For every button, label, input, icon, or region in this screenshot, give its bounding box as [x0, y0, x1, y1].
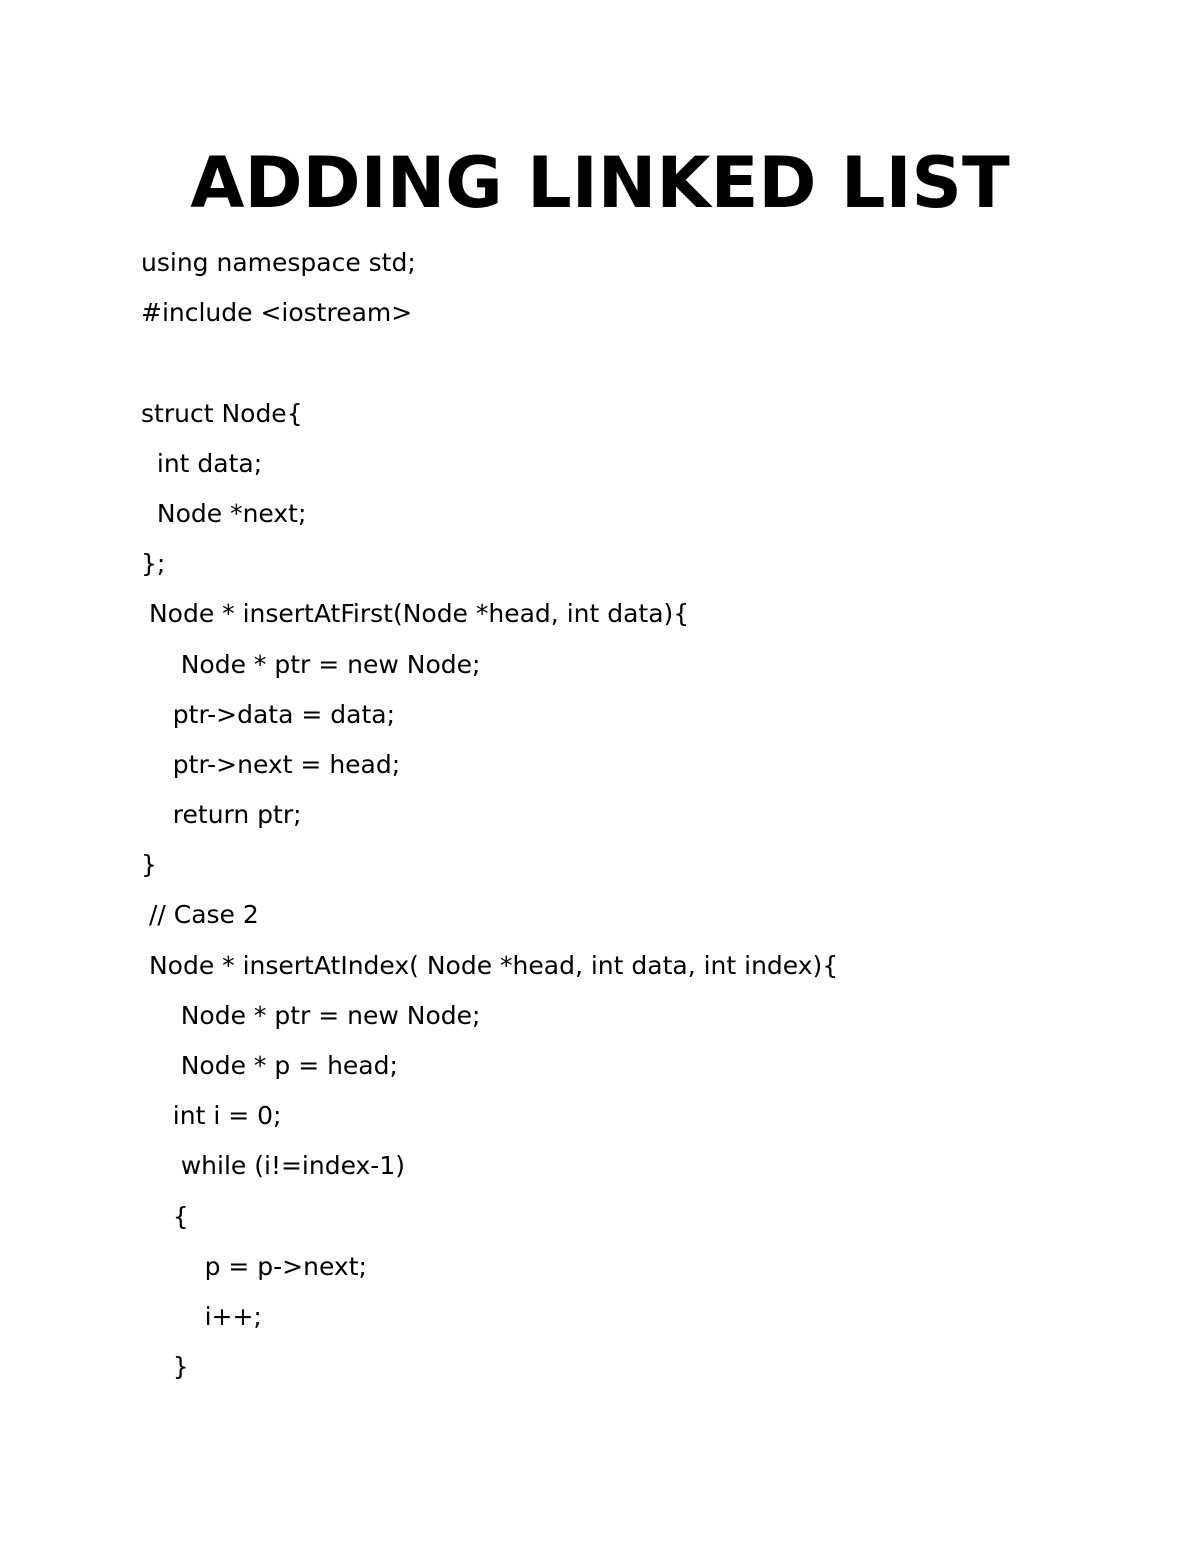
code-line: ptr->data = data;: [141, 699, 395, 729]
code-line: };: [141, 549, 166, 579]
code-block: [141, 238, 838, 1392]
code-line: #include <iostream>: [141, 298, 413, 328]
code-line: {: [141, 1201, 189, 1231]
code-line: }: [141, 1352, 189, 1382]
code-line: }: [141, 850, 157, 880]
code-line: ptr->next = head;: [141, 749, 401, 779]
code-line: [141, 338, 838, 388]
code-line: int data;: [141, 448, 263, 478]
code-line: i++;: [141, 1301, 262, 1331]
code-line: return ptr;: [141, 800, 302, 830]
code-line: Node * insertAtFirst(Node *head, int data){: [141, 599, 690, 629]
code-line: while (i!=index-1): [141, 1151, 405, 1181]
code-line: using namespace std;: [141, 248, 416, 277]
code-line: p = p->next;: [141, 1251, 367, 1281]
code-line: Node * ptr = new Node;: [141, 649, 481, 679]
code-line: int i = 0;: [141, 1101, 282, 1131]
code-line: Node * ptr = new Node;: [141, 1000, 481, 1030]
code-line: Node * p = head;: [141, 1051, 398, 1080]
code-line: Node *next;: [141, 498, 307, 528]
code-line: Node * insertAtIndex( Node *head, int data, int index){: [141, 950, 839, 980]
document-title: ADDING LINKED LIST: [190, 142, 1010, 224]
code-line: // Case 2: [141, 900, 259, 930]
code-line: struct Node{: [141, 398, 303, 428]
